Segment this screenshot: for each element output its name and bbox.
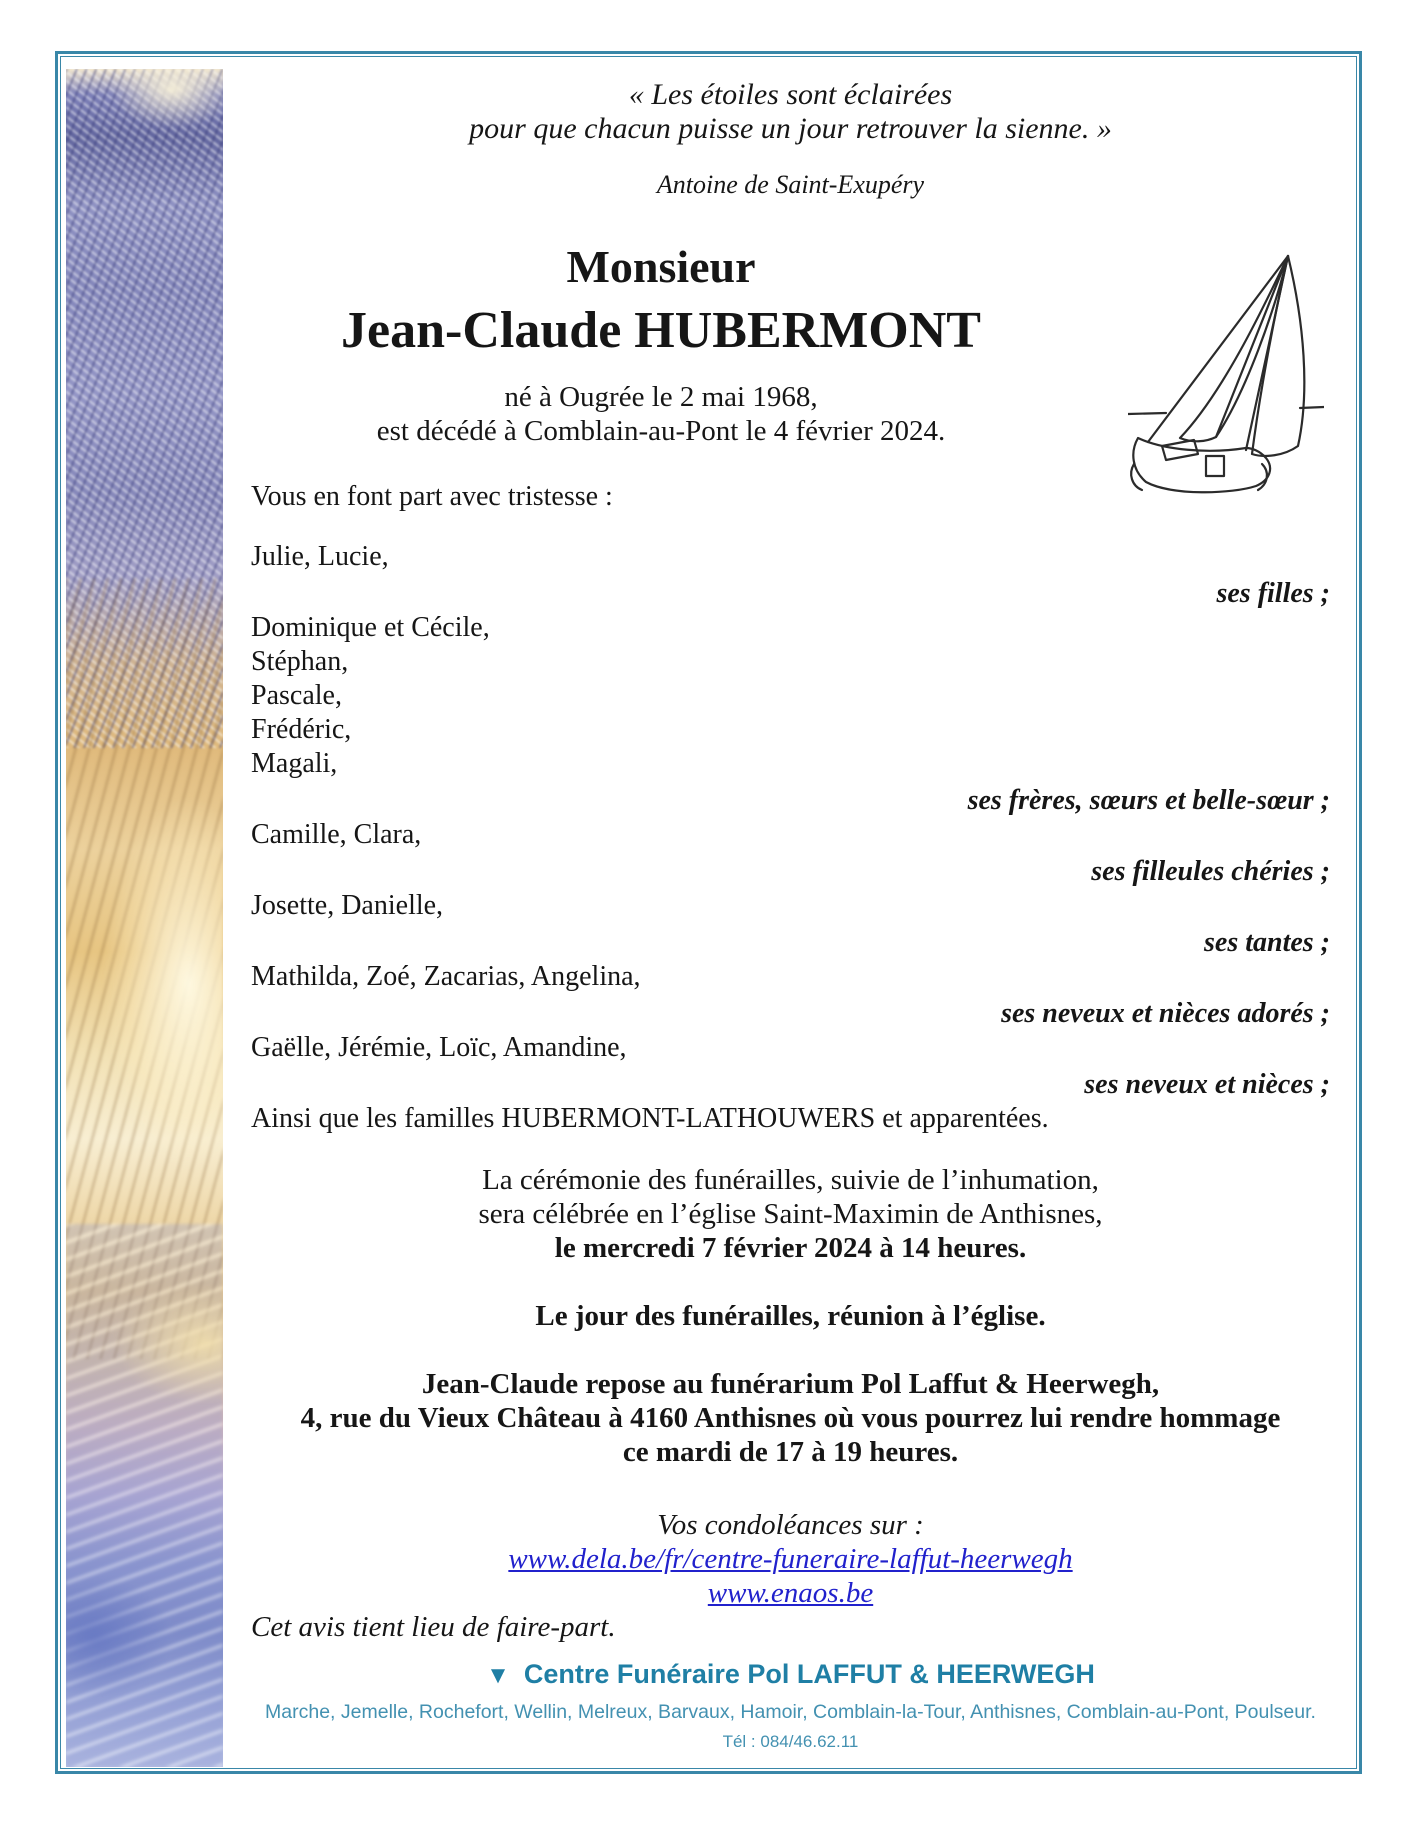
family-names: Mathilda, Zoé, Zacarias, Angelina, — [251, 961, 641, 992]
birth-death-block — [251, 380, 1071, 448]
family-closing: Ainsi que les familles HUBERMONT-LATHOUWERS et apparentées. — [251, 1103, 1049, 1134]
family-names: Julie, Lucie, — [251, 541, 389, 572]
family-names: Stéphan, — [251, 646, 349, 677]
ceremony-date-time: le mercredi 7 février 2024 à 14 heures. — [554, 1232, 1027, 1264]
winter-photo-strip — [66, 69, 223, 1767]
epigraph-line-2: pour que chacun puisse un jour retrouver la sienne. » — [469, 112, 1112, 145]
family-role: ses neveux et nièces adorés ; — [1001, 998, 1330, 1029]
condolences-intro: Vos condoléances sur : — [657, 1509, 924, 1541]
gathering-line: Le jour des funérailles, réunion à l’église. — [535, 1300, 1046, 1332]
deceased-salutation: Monsieur — [566, 241, 756, 292]
family-intro: Vous en font part avec tristesse : — [251, 481, 613, 512]
epigraph-line-1: « Les étoiles sont éclairées — [628, 78, 953, 111]
family-names: Dominique et Cécile, — [251, 612, 490, 643]
funeral-home-name: Centre Funéraire Pol LAFFUT & HEERWEGH — [523, 1659, 1095, 1689]
condolence-link-enaos[interactable]: www.enaos.be — [707, 1577, 874, 1609]
repose-block — [251, 1367, 1330, 1469]
repose-line-3: ce mardi de 17 à 19 heures. — [622, 1436, 959, 1468]
condolences-section — [251, 1508, 1330, 1644]
family-names: Frédéric, — [251, 714, 352, 745]
notice-content — [251, 0, 1330, 1752]
family-names: Camille, Clara, — [251, 819, 422, 850]
sunlight-glow — [66, 578, 223, 1359]
death-line: est décédé à Comblain-au-Pont le 4 février 2024. — [376, 415, 946, 447]
funeral-home-footer — [251, 1657, 1330, 1752]
repose-line-2: 4, rue du Vieux Château à 4160 Anthisnes où vous pourrez lui rendre hommage — [300, 1402, 1281, 1434]
ceremony-line-1: La cérémonie des funérailles, suivie de l’inhumation, — [482, 1164, 1099, 1196]
faire-part-notice: Cet avis tient lieu de faire-part. — [251, 1611, 616, 1643]
ceremony-details — [251, 1163, 1330, 1469]
funeral-home-locations: Marche, Jemelle, Rochefort, Wellin, Melreux, Barvaux, Hamoir, Comblain-la-Tour, Anthisnes, Comblain-au-Pont, Poulseur. — [265, 1701, 1316, 1723]
funeral-home-phone: Tél : 084/46.62.11 — [722, 1732, 859, 1751]
family-role: ses filleules chéries ; — [1091, 856, 1330, 887]
deceased-name: Jean-Claude HUBERMONT — [341, 302, 981, 359]
birth-line: né à Ougrée le 2 mai 1968, — [504, 381, 818, 413]
family-role: ses frères, sœurs et belle-sœur ; — [967, 785, 1330, 816]
family-role: ses filles ; — [1216, 578, 1330, 609]
ceremony-line-2: sera célébrée en l’église Saint-Maximin de Anthisnes, — [478, 1198, 1103, 1230]
family-names: Gaëlle, Jérémie, Loïc, Amandine, — [251, 1032, 627, 1063]
condolence-link-dela[interactable]: www.dela.be/fr/centre-funeraire-laffut-heerwegh — [508, 1543, 1073, 1575]
funeral-home-brand — [251, 1657, 1330, 1693]
family-role: ses neveux et nièces ; — [1084, 1069, 1330, 1100]
family-role: ses tantes ; — [1204, 927, 1330, 958]
epigraph — [251, 0, 1330, 146]
deceased-title-block — [251, 238, 1071, 448]
down-triangle-icon: ▼ — [486, 1662, 510, 1689]
repose-line-1: Jean-Claude repose au funérarium Pol Laffut & Heerwegh, — [421, 1368, 1160, 1400]
family-names: Josette, Danielle, — [251, 890, 444, 921]
family-announcement — [251, 480, 1330, 1136]
epigraph-attribution: Antoine de Saint-Exupéry — [656, 170, 925, 199]
family-names: Pascale, — [251, 680, 342, 711]
family-names: Magali, — [251, 748, 338, 779]
